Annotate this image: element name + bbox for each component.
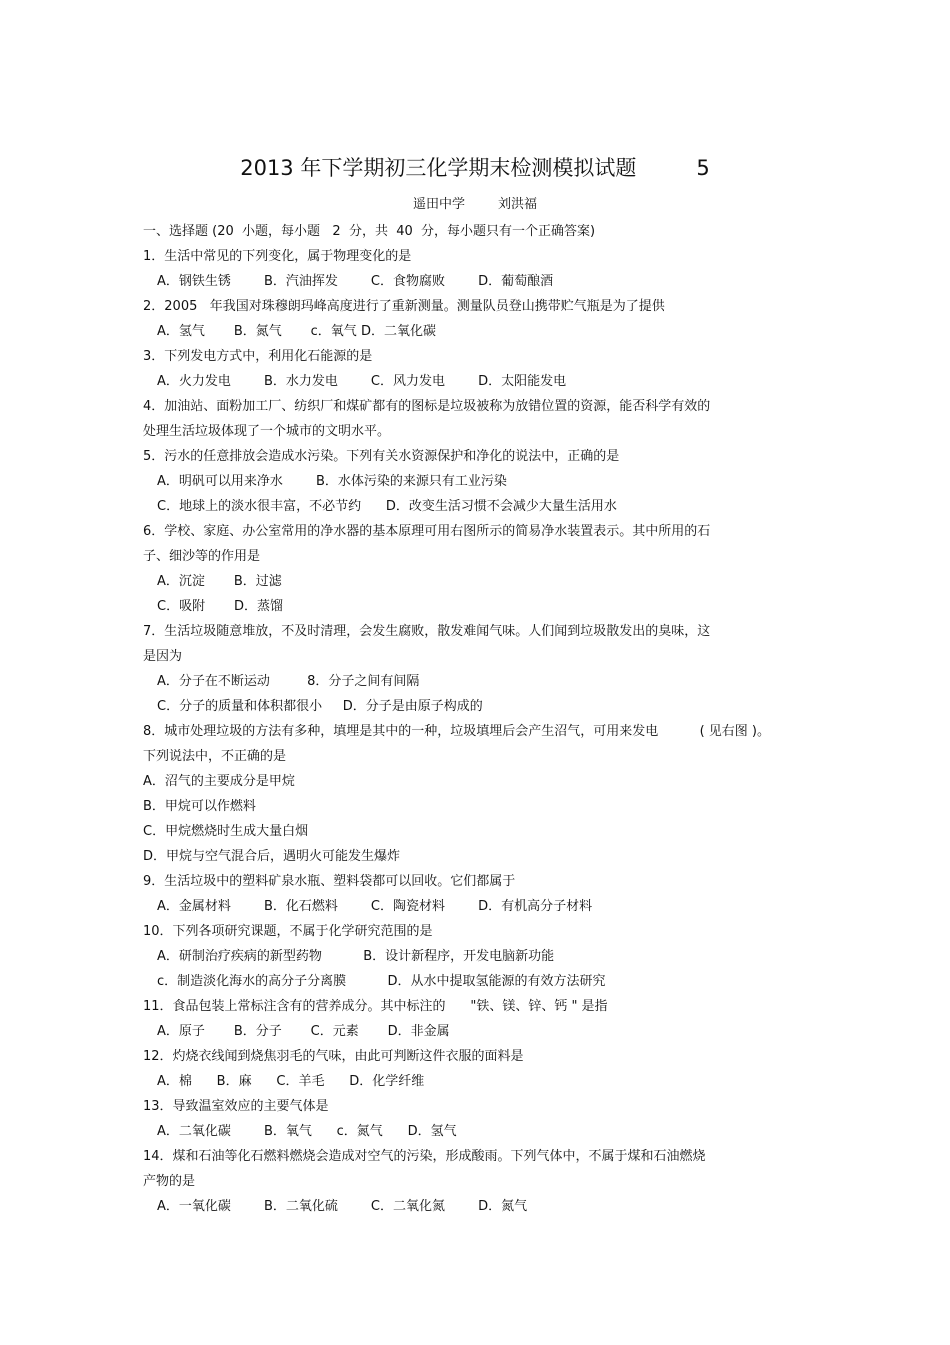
answer-options: c．制造淡化海水的高分子分离膜 D．从水中提取氢能源的有效方法研究 bbox=[157, 974, 606, 989]
answer-options: A．研制治疗疾病的新型药物 B．设计新程序，开发电脑新功能 bbox=[157, 949, 555, 964]
question-text: 11．食品包装上常标注含有的营养成分。其中标注的 "铁、镁、锌、钙 " 是指 bbox=[143, 999, 608, 1014]
question-text: 14．煤和石油等化石燃料燃烧会造成对空气的污染，形成酸雨。下列气体中，不属于煤和石油燃烧 bbox=[143, 1149, 706, 1164]
question-text: 2．2005 年我国对珠穆朗玛峰高度进行了重新测量。测量队员登山携带贮气瓶是为了提供 bbox=[143, 299, 665, 314]
answer-options: A．一氧化碳 B．二氧化硫 C．二氧化氮 D．氮气 bbox=[157, 1199, 528, 1214]
answer-options: A．氢气 B．氮气 c．氧气 D．二氧化碳 bbox=[157, 324, 436, 339]
question-text: 产物的是 bbox=[143, 1174, 196, 1189]
question-text: D．甲烷与空气混合后，遇明火可能发生爆炸 bbox=[143, 849, 401, 864]
author-line: 遥田中学 刘洪福 bbox=[412, 197, 538, 212]
section-heading: 一、选择题 (20 小题，每小题 2 分，共 40 分，每小题只有一个正确答案) bbox=[143, 224, 596, 239]
question-text: A．沼气的主要成分是甲烷 bbox=[143, 774, 295, 789]
question-body bbox=[143, 219, 833, 1219]
question-text: 9．生活垃圾中的塑料矿泉水瓶、塑料袋都可以回收。它们都属于 bbox=[143, 874, 516, 889]
exam-title: 2013 年下学期初三化学期末检测模拟试题 5 bbox=[240, 156, 710, 180]
question-list bbox=[143, 244, 833, 1219]
answer-options: A．火力发电 B．水力发电 C．风力发电 D．太阳能发电 bbox=[157, 374, 567, 389]
answer-options: A．明矾可以用来净水 B．水体污染的来源只有工业污染 bbox=[157, 474, 507, 489]
answer-options: A．钢铁生锈 B．汽油挥发 C．食物腐败 D．葡萄酿酒 bbox=[157, 274, 554, 289]
question-text: 子、细沙等的作用是 bbox=[143, 549, 261, 564]
answer-options: C．地球上的淡水很丰富，不必节约 D．改变生活习惯不会减少大量生活用水 bbox=[157, 499, 617, 514]
answer-options: A．棉 B．麻 C．羊毛 D．化学纤维 bbox=[157, 1074, 425, 1089]
question-text: 5．污水的任意排放会造成水污染。下列有关水资源保护和净化的说法中，正确的是 bbox=[143, 449, 620, 464]
answer-options: A．沉淀 B．过滤 bbox=[157, 574, 282, 589]
question-text: 下列说法中，不正确的是 bbox=[143, 749, 287, 764]
answer-options: C．分子的质量和体积都很小 D．分子是由原子构成的 bbox=[157, 699, 483, 714]
answer-options: A．分子在不断运动 8．分子之间有间隔 bbox=[157, 674, 420, 689]
answer-options: A．原子 B．分子 C．元素 D．非金属 bbox=[157, 1024, 450, 1039]
question-text: 7．生活垃圾随意堆放，不及时清理，会发生腐败，散发难闻气味。人们闻到垃圾散发出的臭味，这 bbox=[143, 624, 711, 639]
question-text: 处理生活垃圾体现了一个城市的文明水平。 bbox=[143, 424, 391, 439]
question-text: 6．学校、家庭、办公室常用的净水器的基本原理可用右图所示的简易净水装置表示。其中所用的石 bbox=[143, 524, 711, 539]
question-text: 13．导致温室效应的主要气体是 bbox=[143, 1099, 329, 1114]
question-text: 4．加油站、面粉加工厂、纺织厂和煤矿都有的图标是垃圾被称为放错位置的资源，能否科学有效的 bbox=[143, 399, 711, 414]
answer-options: C．吸附 D．蒸馏 bbox=[157, 599, 284, 614]
question-text: 1．生活中常见的下列变化，属于物理变化的是 bbox=[143, 249, 412, 264]
answer-options: A．金属材料 B．化石燃料 C．陶瓷材料 D．有机高分子材料 bbox=[157, 899, 593, 914]
question-text: B．甲烷可以作燃料 bbox=[143, 799, 256, 814]
question-text: 是因为 bbox=[143, 649, 183, 664]
question-text: 12．灼烧衣线闻到烧焦羽毛的气味，由此可判断这件衣服的面料是 bbox=[143, 1049, 524, 1064]
question-text: 10．下列各项研究课题，不属于化学研究范围的是 bbox=[143, 924, 433, 939]
question-text: 8．城市处理垃圾的方法有多种，填埋是其中的一种，垃圾填埋后会产生沼气，可用来发电 ( 见右图 )。 bbox=[143, 724, 771, 739]
question-text: 3．下列发电方式中，利用化石能源的是 bbox=[143, 349, 373, 364]
answer-options: A．二氧化碳 B．氧气 c．氮气 D．氢气 bbox=[157, 1124, 457, 1139]
question-text: C．甲烷燃烧时生成大量白烟 bbox=[143, 824, 309, 839]
